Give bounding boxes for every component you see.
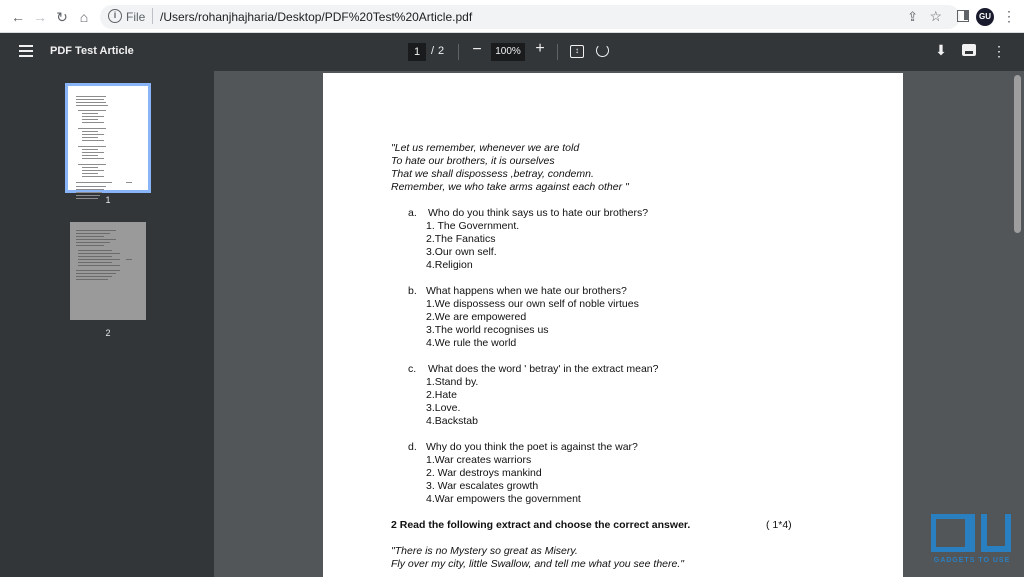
share-icon[interactable]: ⇪ [907,9,918,24]
pdf-toolbar [0,33,1024,71]
download-icon[interactable]: ⬇ [935,42,947,58]
info-icon[interactable]: i [108,9,122,23]
poem-line: "Let us remember, whenever we are told [391,142,580,154]
thumbnail-text-line [76,270,120,271]
thumbnail-text-line [82,149,98,150]
poem-line: That we shall dispossess ,betray, condemn. [391,168,594,180]
thumbnail-label-2: 2 [105,328,111,338]
question-text: What happens when we hate our brothers? [426,285,627,297]
url-text[interactable]: /Users/rohanjhajharia/Desktop/PDF%20Test%20Article.pdf [160,10,473,24]
menu-icon[interactable] [19,45,33,57]
rotate-icon[interactable] [596,44,609,57]
answer-option: 3.The world recognises us [426,324,549,336]
thumbnail-sidebar [0,71,214,577]
answer-option: 4.We rule the world [426,337,517,349]
thumbnail-text-line [126,259,132,260]
answer-option: 4.War empowers the government [426,493,581,505]
thumbnail-text-line [76,192,102,193]
thumbnail-label-1: 1 [105,195,111,205]
print-icon[interactable] [962,44,976,56]
thumbnail-text-line [78,259,120,260]
question-letter: c. [408,363,417,375]
thumbnail-text-line [78,128,106,129]
thumbnail-text-line [76,99,104,100]
thumbnail-text-line [76,230,116,231]
thumbnail-text-line [82,158,104,159]
thumbnail-text-line [82,140,104,141]
thumbnail-text-line [78,146,106,147]
thumbnail-text-line [82,167,98,168]
thumbnail-text-line [76,242,110,243]
thumbnail-text-line [76,198,98,199]
thumbnail-text-line [82,173,98,174]
answer-option: 1. The Government. [426,220,520,232]
thumbnail-text-line [78,253,120,254]
question-letter: b. [408,285,417,297]
thumbnail-text-line [82,152,104,153]
logo-bar [965,514,975,552]
thumbnail-text-line [76,186,106,187]
thumbnail-text-line [82,122,104,123]
thumbnail-text-line [76,245,104,246]
extract-line: Fly over my city, little Swallow, and tell me what you see there." [391,558,684,570]
arrow-left-icon[interactable]: ← [11,9,25,25]
thumbnail-text-line [82,119,98,120]
thumbnail-text-line [76,239,116,240]
question-text: What does the word ' betray' in the extract mean? [428,363,659,375]
pdf-page [323,73,903,577]
document-title: PDF Test Article [50,45,134,57]
thumbnail-text-line [76,105,108,106]
thumbnail-text-line [82,137,98,138]
thumbnail-text-line [76,276,112,277]
thumbnail-text-line [76,233,110,234]
poem-line: Remember, we who take arms against each other " [391,181,629,193]
section-heading: 2 Read the following extract and choose the correct answer. [391,519,691,531]
thumbnail-text-line [76,189,104,190]
question-letter: a. [408,207,417,219]
thumbnail-text-line [82,176,104,177]
profile-avatar[interactable]: GU [976,8,994,26]
extract-line: "There is no Mystery so great as Misery. [391,545,578,557]
thumbnail-text-line [78,250,112,251]
logo-letter-u [981,514,1011,552]
answer-option: 2. War destroys mankind [426,467,542,479]
page-separator: / [431,45,435,57]
page-thumbnail-1[interactable] [68,86,148,190]
answer-option: 2.We are empowered [426,311,527,323]
answer-option: 3.Our own self. [426,246,497,258]
answer-option: 2.The Fanatics [426,233,496,245]
pdf-viewer[interactable] [214,71,1024,577]
thumbnail-text-line [82,170,104,171]
poem-line: To hate our brothers, it is ourselves [391,155,555,167]
thumbnail-text-line [76,195,100,196]
thumbnail-text-line [82,131,98,132]
answer-option: 1.Stand by. [426,376,479,388]
toolbar-divider [458,44,459,60]
page-total: 2 [438,45,445,57]
browser-toolbar [0,0,1024,33]
page-thumbnail-2[interactable] [70,222,146,320]
page-number-input[interactable]: 1 [408,43,426,61]
zoom-out-button[interactable]: − [472,41,482,58]
thumbnail-text-line [78,256,112,257]
url-scheme: File [126,10,146,24]
browser-menu-icon[interactable]: ⋮ [1002,8,1016,24]
zoom-in-button[interactable]: + [535,40,545,57]
thumbnail-text-line [76,96,106,97]
thumbnail-text-line [78,265,120,266]
answer-option: 3.Love. [426,402,461,414]
thumbnail-text-line [82,134,104,135]
logo-letter-g [931,514,965,552]
answer-option: 1.War creates warriors [426,454,532,466]
watermark-logo [929,512,1015,570]
address-divider [152,8,153,24]
answer-option: 2.Hate [426,389,457,401]
scrollbar-thumb[interactable] [1014,75,1021,233]
more-actions-icon[interactable]: ⋮ [992,43,1006,59]
thumbnail-text-line [76,273,116,274]
answer-option: 4.Religion [426,259,473,271]
reload-icon[interactable]: ↻ [56,9,68,25]
answer-option: 4.Backstab [426,415,478,427]
question-letter: d. [408,441,417,453]
thumbnail-text-line [78,164,106,165]
watermark-text: GADGETS TO USE [933,557,1011,564]
side-panel-icon[interactable] [957,10,969,22]
arrow-right-icon[interactable]: → [33,9,47,25]
thumbnail-text-line [76,236,104,237]
thumbnail-text-line [82,155,98,156]
home-icon[interactable]: ⌂ [79,9,89,25]
thumbnail-text-line [76,182,112,183]
bookmark-star-icon[interactable]: ☆ [929,8,942,24]
toolbar-divider [557,44,558,60]
fit-to-page-icon[interactable]: ↕ [570,45,584,58]
thumbnail-text-line [76,279,108,280]
thumbnail-text-line [78,110,106,111]
thumbnail-text-line [82,116,104,117]
thumbnail-text-line [78,262,112,263]
thumbnail-text-line [126,182,132,183]
answer-option: 3. War escalates growth [426,480,539,492]
section-marks: ( 1*4) [766,519,792,531]
answer-option: 1.We dispossess our own self of noble virtues [426,298,639,310]
question-text: Who do you think says us to hate our brothers? [428,207,649,219]
address-bar[interactable] [100,5,960,29]
thumbnail-text-line [76,102,106,103]
question-text: Why do you think the poet is against the war? [426,441,638,453]
thumbnail-text-line [82,113,98,114]
zoom-input[interactable]: 100% [491,43,525,61]
viewer-scrollbar[interactable] [1012,73,1022,577]
